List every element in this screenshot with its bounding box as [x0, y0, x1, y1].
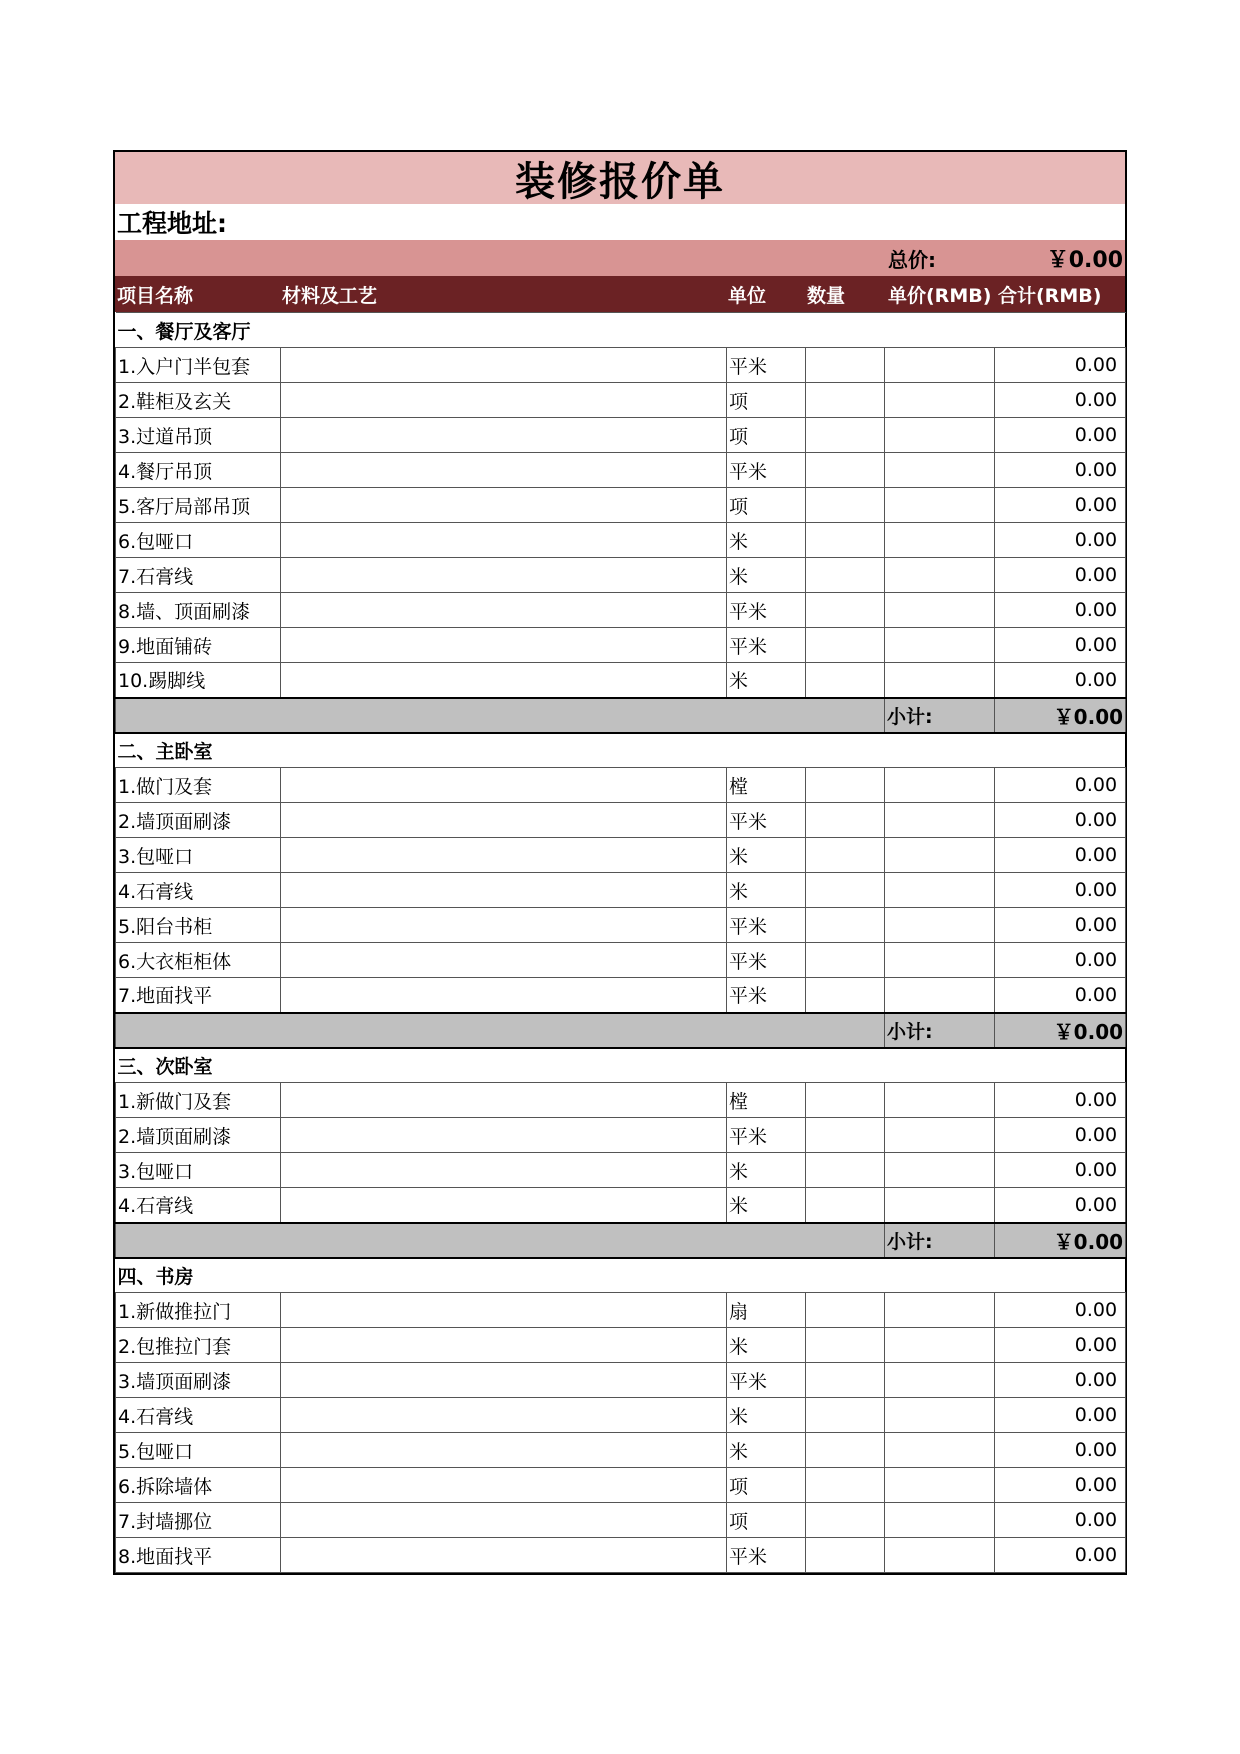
- quantity-cell[interactable]: [806, 1188, 885, 1223]
- unit-price-cell[interactable]: [885, 558, 995, 593]
- unit-price-cell[interactable]: [885, 1398, 995, 1433]
- unit-cell[interactable]: 平米: [727, 803, 806, 838]
- table-row: [116, 1398, 1126, 1433]
- unit-price-cell[interactable]: [885, 523, 995, 558]
- quantity-cell[interactable]: [806, 523, 885, 558]
- material-cell[interactable]: [281, 803, 727, 838]
- quantity-cell[interactable]: [806, 1293, 885, 1328]
- item-name-cell[interactable]: 10.踢脚线: [116, 663, 281, 698]
- unit-price-cell[interactable]: [885, 768, 995, 803]
- unit-cell[interactable]: 项: [727, 1503, 806, 1538]
- subtotal-spacer: [116, 698, 885, 733]
- table-row: [116, 1433, 1126, 1468]
- item-name-cell[interactable]: 6.包哑口: [116, 523, 281, 558]
- unit-cell[interactable]: 米: [727, 1188, 806, 1223]
- line-total-cell[interactable]: 0.00: [995, 1468, 1126, 1503]
- table-row: [116, 978, 1126, 1013]
- unit-price-cell[interactable]: [885, 1293, 995, 1328]
- unit-price-cell[interactable]: [885, 1538, 995, 1573]
- unit-price-cell[interactable]: [885, 1118, 995, 1153]
- unit-price-cell[interactable]: [885, 1468, 995, 1503]
- item-name-cell[interactable]: 2.鞋柜及玄关: [116, 383, 281, 418]
- material-cell[interactable]: [281, 908, 727, 943]
- table-row: [116, 1153, 1126, 1188]
- unit-cell[interactable]: 平米: [727, 1538, 806, 1573]
- material-cell[interactable]: [281, 1188, 727, 1223]
- unit-price-cell[interactable]: [885, 838, 995, 873]
- unit-cell[interactable]: 米: [727, 1153, 806, 1188]
- quantity-cell[interactable]: [806, 1153, 885, 1188]
- item-name-cell[interactable]: 7.石膏线: [116, 558, 281, 593]
- quantity-cell[interactable]: [806, 838, 885, 873]
- unit-price-cell[interactable]: [885, 663, 995, 698]
- item-name-cell[interactable]: 8.地面找平: [116, 1538, 281, 1573]
- unit-cell[interactable]: 米: [727, 663, 806, 698]
- quantity-cell[interactable]: [806, 1083, 885, 1118]
- subtotal-label: 小计:: [885, 1013, 995, 1048]
- line-total-cell[interactable]: 0.00: [995, 1293, 1126, 1328]
- line-total-cell[interactable]: 0.00: [995, 1363, 1126, 1398]
- material-cell[interactable]: [281, 558, 727, 593]
- line-total-cell[interactable]: 0.00: [995, 453, 1126, 488]
- unit-cell[interactable]: 平米: [727, 453, 806, 488]
- table-row: [116, 1293, 1126, 1328]
- unit-price-cell[interactable]: [885, 418, 995, 453]
- table-row: [116, 768, 1126, 803]
- quantity-cell[interactable]: [806, 663, 885, 698]
- unit-cell[interactable]: 平米: [727, 943, 806, 978]
- unit-cell[interactable]: 项: [727, 488, 806, 523]
- item-name-cell[interactable]: 4.石膏线: [116, 1398, 281, 1433]
- unit-price-cell[interactable]: [885, 453, 995, 488]
- unit-price-cell[interactable]: [885, 628, 995, 663]
- unit-cell[interactable]: 平米: [727, 628, 806, 663]
- quote-table-body: [116, 313, 1126, 1573]
- unit-price-cell[interactable]: [885, 1153, 995, 1188]
- subtotal-value: ￥0.00: [995, 698, 1126, 733]
- quantity-cell[interactable]: [806, 1468, 885, 1503]
- table-row: [116, 558, 1126, 593]
- item-name-cell[interactable]: 2.包推拉门套: [116, 1328, 281, 1363]
- unit-price-cell[interactable]: [885, 1433, 995, 1468]
- table-row: [116, 1468, 1126, 1503]
- material-cell[interactable]: [281, 383, 727, 418]
- line-total-cell[interactable]: 0.00: [995, 663, 1126, 698]
- material-cell[interactable]: [281, 1118, 727, 1153]
- quantity-cell[interactable]: [806, 1118, 885, 1153]
- material-cell[interactable]: [281, 1398, 727, 1433]
- item-name-cell[interactable]: 8.墙、顶面刷漆: [116, 593, 281, 628]
- line-total-cell[interactable]: 0.00: [995, 1398, 1126, 1433]
- material-cell[interactable]: [281, 978, 727, 1013]
- line-total-cell[interactable]: 0.00: [995, 1118, 1126, 1153]
- quantity-cell[interactable]: [806, 943, 885, 978]
- line-total-cell[interactable]: 0.00: [995, 1538, 1126, 1573]
- header-line-total: 合计(RMB): [998, 284, 1102, 307]
- header-unit-price: 单价(RMB): [888, 284, 992, 307]
- unit-cell[interactable]: 平米: [727, 593, 806, 628]
- unit-price-cell[interactable]: [885, 1083, 995, 1118]
- material-cell[interactable]: [281, 593, 727, 628]
- line-total-cell[interactable]: 0.00: [995, 768, 1126, 803]
- material-cell[interactable]: [281, 1328, 727, 1363]
- table-row: [116, 1363, 1126, 1398]
- line-total-cell[interactable]: 0.00: [995, 1083, 1126, 1118]
- item-name-cell[interactable]: 5.包哑口: [116, 1433, 281, 1468]
- unit-cell[interactable]: 平米: [727, 978, 806, 1013]
- item-name-cell[interactable]: 3.过道吊顶: [116, 418, 281, 453]
- item-name-cell[interactable]: 5.阳台书柜: [116, 908, 281, 943]
- line-total-cell[interactable]: 0.00: [995, 1433, 1126, 1468]
- subtotal-row: [116, 1223, 1126, 1258]
- quantity-cell[interactable]: [806, 383, 885, 418]
- table-row: [116, 418, 1126, 453]
- table-row: [116, 943, 1126, 978]
- section-header-row: [116, 1258, 1126, 1293]
- subtotal-label: 小计:: [885, 698, 995, 733]
- item-name-cell[interactable]: 1.新做门及套: [116, 1083, 281, 1118]
- material-cell[interactable]: [281, 1503, 727, 1538]
- item-name-cell[interactable]: 1.做门及套: [116, 768, 281, 803]
- line-total-cell[interactable]: 0.00: [995, 593, 1126, 628]
- subtotal-row: [116, 1013, 1126, 1048]
- unit-price-cell[interactable]: [885, 873, 995, 908]
- material-cell[interactable]: [281, 488, 727, 523]
- unit-cell[interactable]: 平米: [727, 1363, 806, 1398]
- table-row: [116, 908, 1126, 943]
- item-name-cell[interactable]: 2.墙顶面刷漆: [116, 1118, 281, 1153]
- unit-cell[interactable]: 米: [727, 1328, 806, 1363]
- unit-cell[interactable]: 樘: [727, 768, 806, 803]
- quantity-cell[interactable]: [806, 558, 885, 593]
- unit-cell[interactable]: 平米: [727, 1118, 806, 1153]
- subtotal-value: ￥0.00: [995, 1013, 1126, 1048]
- section-title: 二、主卧室: [116, 733, 1126, 768]
- line-total-cell[interactable]: 0.00: [995, 873, 1126, 908]
- material-cell[interactable]: [281, 1363, 727, 1398]
- section-title: 一、餐厅及客厅: [116, 313, 1126, 348]
- table-row: [116, 1118, 1126, 1153]
- total-value: ￥0.00: [1046, 247, 1123, 273]
- unit-cell[interactable]: 项: [727, 1468, 806, 1503]
- material-cell[interactable]: [281, 943, 727, 978]
- unit-price-cell[interactable]: [885, 593, 995, 628]
- section-title: 三、次卧室: [116, 1048, 1126, 1083]
- item-name-cell[interactable]: 4.餐厅吊顶: [116, 453, 281, 488]
- unit-price-cell[interactable]: [885, 1328, 995, 1363]
- unit-price-cell[interactable]: [885, 488, 995, 523]
- quantity-cell[interactable]: [806, 1538, 885, 1573]
- quantity-cell[interactable]: [806, 1328, 885, 1363]
- item-name-cell[interactable]: 2.墙顶面刷漆: [116, 803, 281, 838]
- quantity-cell[interactable]: [806, 873, 885, 908]
- item-name-cell[interactable]: 4.石膏线: [116, 1188, 281, 1223]
- item-name-cell[interactable]: 7.封墙挪位: [116, 1503, 281, 1538]
- material-cell[interactable]: [281, 1538, 727, 1573]
- unit-cell[interactable]: 项: [727, 383, 806, 418]
- section-header-row: [116, 1048, 1126, 1083]
- table-row: [116, 1188, 1126, 1223]
- header-unit: 单位: [728, 284, 767, 307]
- item-name-cell[interactable]: 3.包哑口: [116, 838, 281, 873]
- material-cell[interactable]: [281, 663, 727, 698]
- item-name-cell[interactable]: 1.入户门半包套: [116, 348, 281, 383]
- unit-cell[interactable]: 米: [727, 838, 806, 873]
- table-row: [116, 523, 1126, 558]
- material-cell[interactable]: [281, 1433, 727, 1468]
- table-row: [116, 663, 1126, 698]
- quantity-cell[interactable]: [806, 1398, 885, 1433]
- unit-price-cell[interactable]: [885, 348, 995, 383]
- table-row: [116, 873, 1126, 908]
- quote-table: [115, 312, 1126, 1573]
- sheet-title: 装修报价单: [115, 152, 1125, 204]
- material-cell[interactable]: [281, 348, 727, 383]
- header-item-name: 项目名称: [117, 284, 194, 307]
- line-total-cell[interactable]: 0.00: [995, 558, 1126, 593]
- material-cell[interactable]: [281, 873, 727, 908]
- table-row: [116, 628, 1126, 663]
- section-title: 四、书房: [116, 1258, 1126, 1293]
- unit-price-cell[interactable]: [885, 1188, 995, 1223]
- table-row: [116, 838, 1126, 873]
- material-cell[interactable]: [281, 453, 727, 488]
- section-header-row: [116, 733, 1126, 768]
- line-total-cell[interactable]: 0.00: [995, 1503, 1126, 1538]
- quantity-cell[interactable]: [806, 593, 885, 628]
- total-label: 总价:: [888, 247, 936, 272]
- material-cell[interactable]: [281, 523, 727, 558]
- unit-cell[interactable]: 米: [727, 523, 806, 558]
- unit-cell[interactable]: 樘: [727, 1083, 806, 1118]
- subtotal-spacer: [116, 1013, 885, 1048]
- unit-cell[interactable]: 项: [727, 418, 806, 453]
- quantity-cell[interactable]: [806, 1363, 885, 1398]
- unit-cell[interactable]: 米: [727, 558, 806, 593]
- quantity-cell[interactable]: [806, 418, 885, 453]
- quantity-cell[interactable]: [806, 1433, 885, 1468]
- line-total-cell[interactable]: 0.00: [995, 978, 1126, 1013]
- unit-price-cell[interactable]: [885, 978, 995, 1013]
- item-name-cell[interactable]: 3.墙顶面刷漆: [116, 1363, 281, 1398]
- header-material: 材料及工艺: [282, 284, 378, 307]
- section-header-row: [116, 313, 1126, 348]
- header-quantity: 数量: [807, 284, 846, 307]
- table-row: [116, 383, 1126, 418]
- item-name-cell[interactable]: 7.地面找平: [116, 978, 281, 1013]
- material-cell[interactable]: [281, 1083, 727, 1118]
- unit-cell[interactable]: 米: [727, 1433, 806, 1468]
- address-label: 工程地址:: [115, 204, 1125, 240]
- quantity-cell[interactable]: [806, 348, 885, 383]
- unit-price-cell[interactable]: [885, 943, 995, 978]
- total-row: [115, 240, 1125, 276]
- line-total-cell[interactable]: 0.00: [995, 838, 1126, 873]
- item-name-cell[interactable]: 5.客厅局部吊顶: [116, 488, 281, 523]
- material-cell[interactable]: [281, 1153, 727, 1188]
- table-row: [116, 488, 1126, 523]
- table-row: [116, 803, 1126, 838]
- subtotal-label: 小计:: [885, 1223, 995, 1258]
- table-row: [116, 1328, 1126, 1363]
- unit-cell[interactable]: 米: [727, 1398, 806, 1433]
- table-row: [116, 593, 1126, 628]
- item-name-cell[interactable]: 1.新做推拉门: [116, 1293, 281, 1328]
- unit-price-cell[interactable]: [885, 803, 995, 838]
- line-total-cell[interactable]: 0.00: [995, 943, 1126, 978]
- material-cell[interactable]: [281, 1468, 727, 1503]
- material-cell[interactable]: [281, 418, 727, 453]
- quantity-cell[interactable]: [806, 628, 885, 663]
- table-row: [116, 453, 1126, 488]
- line-total-cell[interactable]: 0.00: [995, 1153, 1126, 1188]
- unit-price-cell[interactable]: [885, 1503, 995, 1538]
- unit-price-cell[interactable]: [885, 1363, 995, 1398]
- line-total-cell[interactable]: 0.00: [995, 488, 1126, 523]
- item-name-cell[interactable]: 4.石膏线: [116, 873, 281, 908]
- quantity-cell[interactable]: [806, 488, 885, 523]
- table-row: [116, 348, 1126, 383]
- subtotal-value: ￥0.00: [995, 1223, 1126, 1258]
- quantity-cell[interactable]: [806, 1503, 885, 1538]
- quantity-cell[interactable]: [806, 453, 885, 488]
- item-name-cell[interactable]: 9.地面铺砖: [116, 628, 281, 663]
- item-name-cell[interactable]: 6.大衣柜柜体: [116, 943, 281, 978]
- quantity-cell[interactable]: [806, 908, 885, 943]
- quantity-cell[interactable]: [806, 803, 885, 838]
- unit-cell[interactable]: 平米: [727, 348, 806, 383]
- unit-cell[interactable]: 平米: [727, 908, 806, 943]
- table-row: [116, 1538, 1126, 1573]
- unit-cell[interactable]: 扇: [727, 1293, 806, 1328]
- material-cell[interactable]: [281, 1293, 727, 1328]
- table-row: [116, 1083, 1126, 1118]
- item-name-cell[interactable]: 6.拆除墙体: [116, 1468, 281, 1503]
- quantity-cell[interactable]: [806, 768, 885, 803]
- unit-price-cell[interactable]: [885, 908, 995, 943]
- column-header-row: [115, 276, 1125, 312]
- line-total-cell[interactable]: 0.00: [995, 803, 1126, 838]
- material-cell[interactable]: [281, 628, 727, 663]
- line-total-cell[interactable]: 0.00: [995, 523, 1126, 558]
- quote-sheet: [113, 150, 1127, 1575]
- line-total-cell[interactable]: 0.00: [995, 348, 1126, 383]
- quantity-cell[interactable]: [806, 978, 885, 1013]
- line-total-cell[interactable]: 0.00: [995, 908, 1126, 943]
- line-total-cell[interactable]: 0.00: [995, 383, 1126, 418]
- unit-cell[interactable]: 米: [727, 873, 806, 908]
- material-cell[interactable]: [281, 838, 727, 873]
- line-total-cell[interactable]: 0.00: [995, 628, 1126, 663]
- line-total-cell[interactable]: 0.00: [995, 1188, 1126, 1223]
- material-cell[interactable]: [281, 768, 727, 803]
- unit-price-cell[interactable]: [885, 383, 995, 418]
- subtotal-row: [116, 698, 1126, 733]
- table-row: [116, 1503, 1126, 1538]
- item-name-cell[interactable]: 3.包哑口: [116, 1153, 281, 1188]
- line-total-cell[interactable]: 0.00: [995, 418, 1126, 453]
- subtotal-spacer: [116, 1223, 885, 1258]
- line-total-cell[interactable]: 0.00: [995, 1328, 1126, 1363]
